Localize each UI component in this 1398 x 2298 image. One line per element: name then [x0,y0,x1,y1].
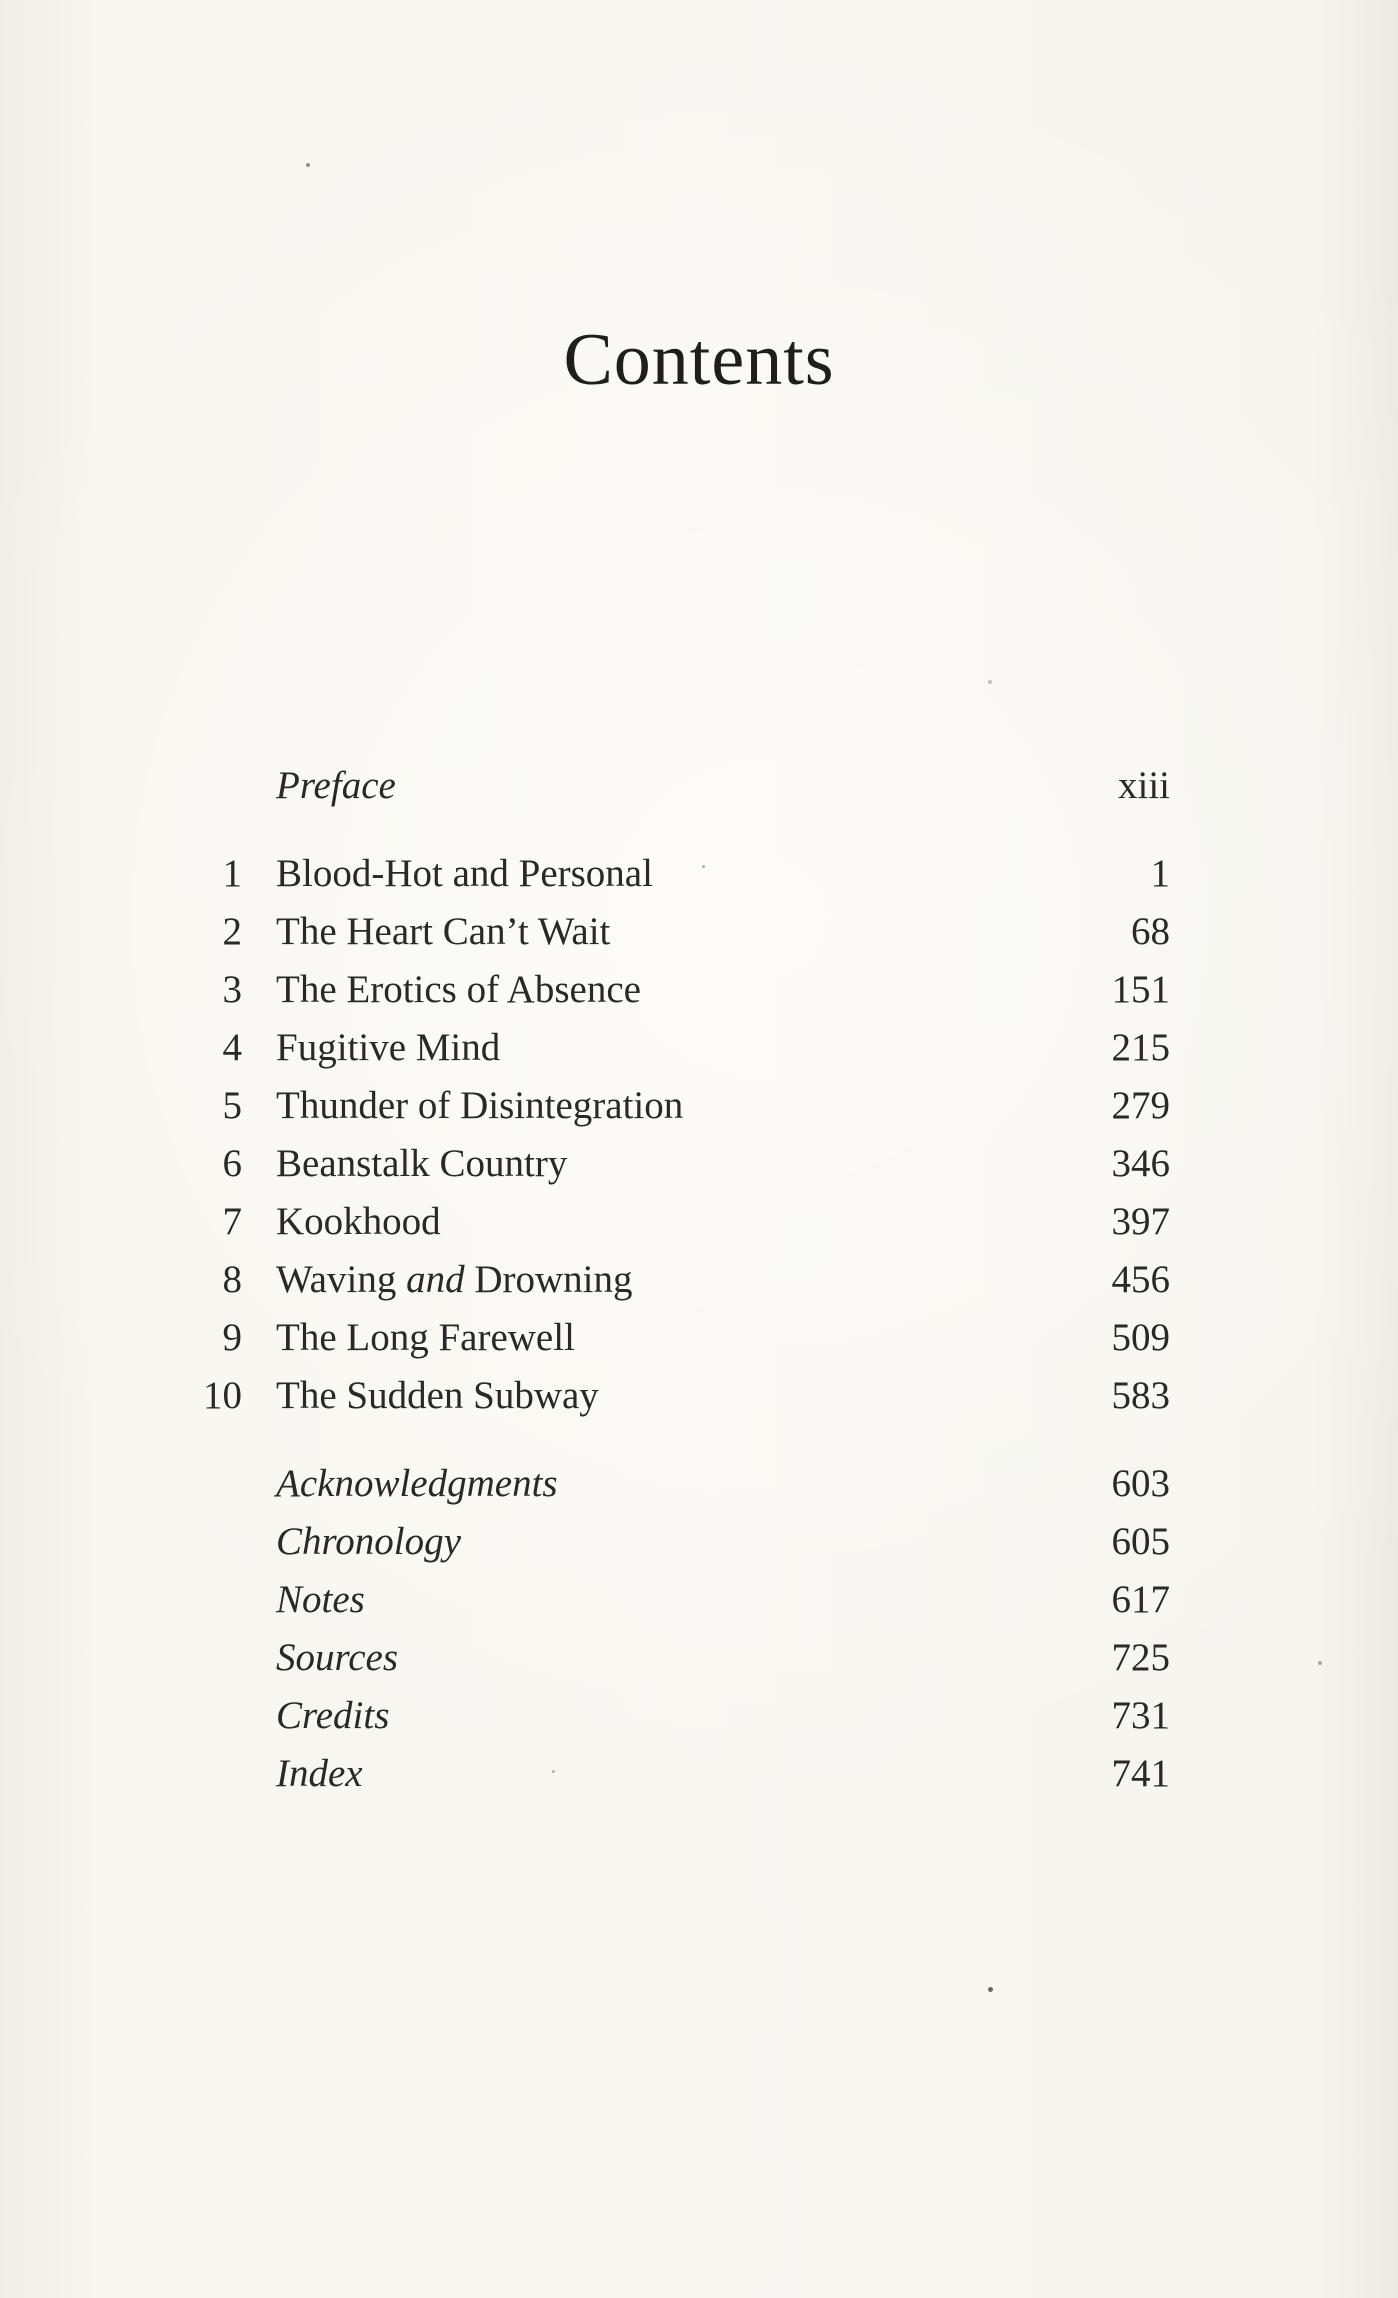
back-matter-page-number: 617 [1111,1578,1170,1621]
paper-speck [988,680,992,684]
chapter-number: 7 [222,1200,242,1243]
back-matter-title: Sources [276,1636,399,1679]
section-spacer [190,815,1170,845]
chapter-number: 10 [203,1374,242,1417]
back-matter-page-number: 731 [1111,1694,1170,1737]
back-matter-title: Acknowledgments [276,1462,558,1505]
paper-speck [702,865,705,868]
paper-speck [988,1987,993,1992]
chapter-title: Blood-Hot and Personal [276,852,653,895]
toc-chapter-row [190,1251,1170,1309]
preface-title: Preface [276,764,396,807]
section-spacer [190,1425,1170,1455]
toc-chapter-row [190,903,1170,961]
chapter-page-number: 68 [1131,910,1170,953]
chapter-page-number: 397 [1111,1200,1170,1243]
chapter-title: The Heart Can’t Wait [276,910,611,953]
table-of-contents [190,757,1170,1803]
chapter-page-number: 1 [1150,852,1170,895]
toc-chapter-row [190,1019,1170,1077]
chapter-title-italic-part: and [406,1258,465,1301]
chapter-title: Beanstalk Country [276,1142,568,1185]
toc-chapter-row [190,961,1170,1019]
chapter-number: 5 [222,1084,242,1127]
chapter-number: 1 [222,852,242,895]
toc-back-matter-row [190,1629,1170,1687]
chapter-number: 4 [222,1026,242,1069]
chapter-page-number: 151 [1111,968,1170,1011]
chapter-page-number: 456 [1111,1258,1170,1301]
toc-chapter-row [190,845,1170,903]
back-matter-title: Chronology [276,1520,461,1563]
chapter-page-number: 509 [1111,1316,1170,1359]
toc-chapter-row [190,1077,1170,1135]
chapter-page-number: 279 [1111,1084,1170,1127]
back-matter-title: Notes [276,1578,365,1621]
toc-chapter-row [190,1193,1170,1251]
back-matter-title: Credits [276,1694,390,1737]
chapter-number: 8 [222,1258,242,1301]
chapter-title: Kookhood [276,1200,441,1243]
chapter-number: 6 [222,1142,242,1185]
chapter-number: 3 [222,968,242,1011]
chapter-title: The Erotics of Absence [276,968,641,1011]
page-title: Contents [563,319,835,401]
toc-preface-row [190,757,1170,815]
chapter-number: 2 [222,910,242,953]
back-matter-page-number: 741 [1111,1752,1170,1795]
toc-back-matter-row [190,1687,1170,1745]
toc-chapter-row [190,1309,1170,1367]
chapter-title-part: Drowning [464,1258,633,1301]
preface-page-number: xiii [1117,764,1170,807]
paper-speck [1318,1661,1322,1665]
chapter-title: Thunder of Disintegration [276,1084,684,1127]
chapter-page-number: 215 [1111,1026,1170,1069]
back-matter-page-number: 725 [1111,1636,1170,1679]
toc-back-matter-row [190,1571,1170,1629]
back-matter-page-number: 605 [1111,1520,1170,1563]
back-matter-title: Index [276,1752,363,1795]
chapter-title-part: Waving [276,1258,407,1301]
chapter-number: 9 [222,1316,242,1359]
paper-speck [306,163,310,167]
chapter-page-number: 583 [1111,1374,1170,1417]
toc-chapter-row [190,1367,1170,1425]
toc-back-matter-row [190,1513,1170,1571]
back-matter-page-number: 603 [1111,1462,1170,1505]
toc-chapter-row [190,1135,1170,1193]
chapter-title: Fugitive Mind [276,1026,501,1069]
toc-back-matter-row [190,1745,1170,1803]
chapter-title: The Sudden Subway [276,1374,599,1417]
chapter-page-number: 346 [1111,1142,1170,1185]
toc-back-matter-row [190,1455,1170,1513]
chapter-title [276,1251,633,1309]
chapter-title: The Long Farewell [276,1316,575,1359]
paper-speck [552,1770,555,1773]
